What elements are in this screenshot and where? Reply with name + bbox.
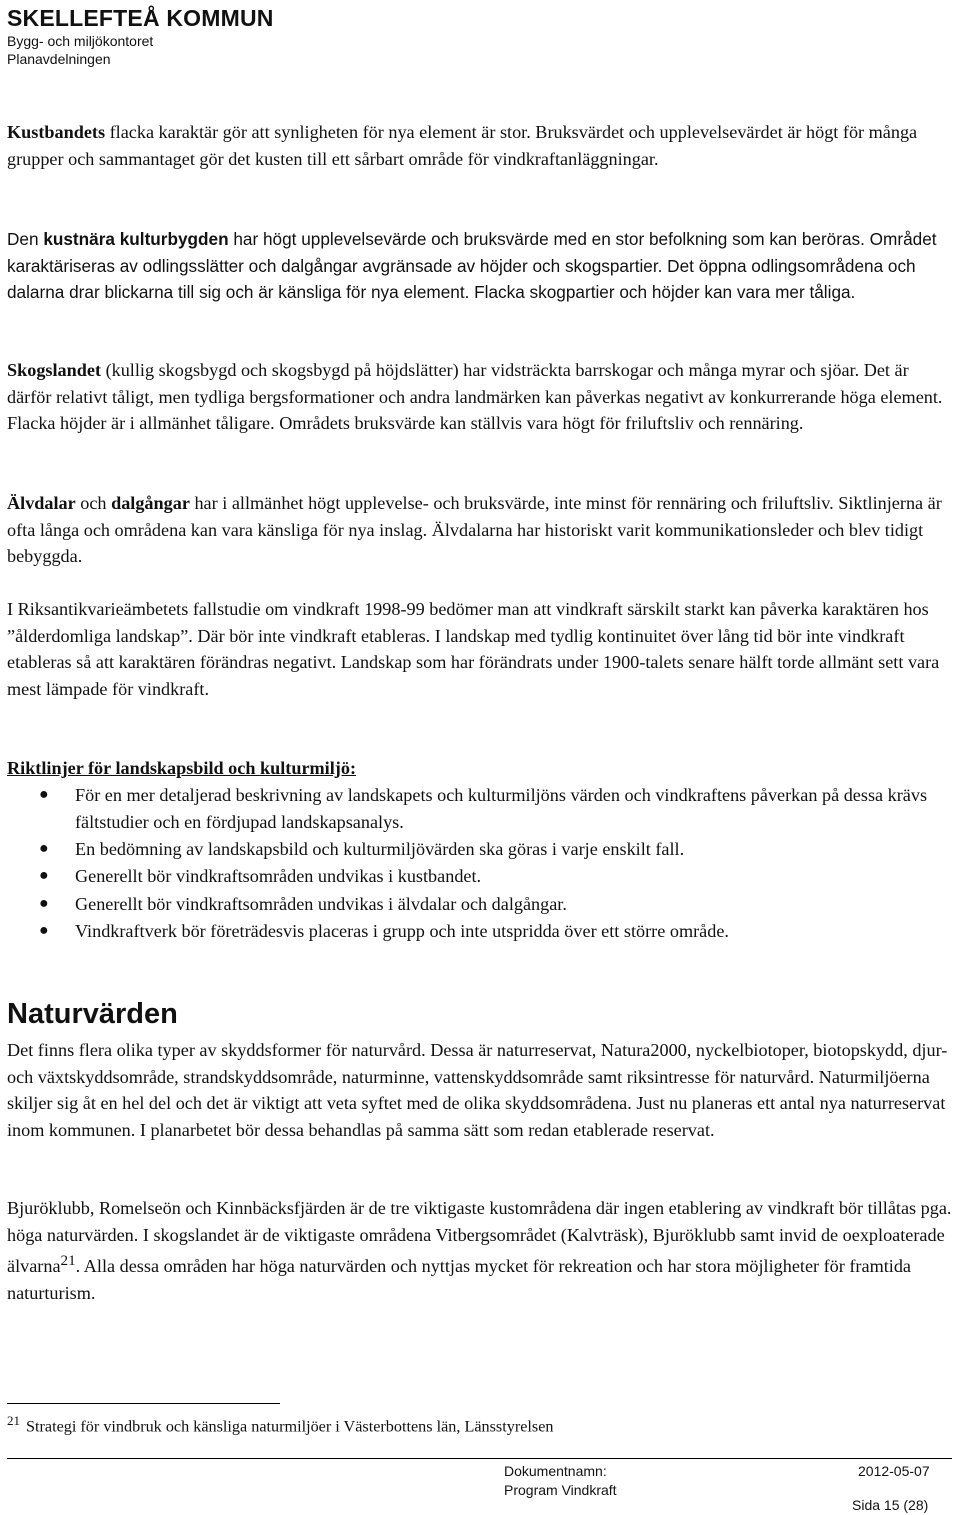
paragraph-text: flacka karaktär gör att synligheten för nya element är stor. Bruksvärdet och upplevelsevärdet är högt för många grupper och sammantaget gör det kusten till ett sårbart område för vindkraftanläggningar. xyxy=(7,122,918,169)
bullet-icon: ● xyxy=(39,921,49,939)
bullet-icon: ● xyxy=(39,894,49,912)
paragraph-naturvarden-1: Det finns flera olika typer av skyddsformer för naturvård. Dessa är naturreservat, Natura2000, nyckelbiotoper, biotopskydd, djur- och växtskyddsområde, strandskyddsområde, naturminne, vattenskyddsområde samt riksintresse för naturvård. Naturmiljöerna skiljer sig åt en hel del och det är viktigt att veta syftet med de olika skyddsområdena. Just nu planeras ett antal nya naturreservat inom kommunen. I planarbetet bör dessa behandlas på samma sätt som redan etablerade reservat. xyxy=(7,1040,948,1140)
guidelines-heading: Riktlinjer för landskapsbild och kulturmiljö: xyxy=(7,758,356,778)
unit-name: Planavdelningen xyxy=(7,51,111,67)
term-dalgangar: dalgångar xyxy=(111,493,190,513)
bullet-icon: ● xyxy=(39,840,49,857)
list-item xyxy=(0,836,950,863)
list-item-text: Vindkraftverk bör företrädesvis placeras i grupp och inte utspridda över ett större område. xyxy=(75,920,729,941)
paragraph-text: har högt upplevelsevärde och bruksvärde med en stor befolkning som kan beröras. Området karaktäriseras av odlingsslätter och dalgångar avgränsade av höjder och skogspartier. Det öppna odlingsområdena och dalarna drar blickarna till sig och är känsliga för nya element. Flacka skogpartier och höjder kan vara mer tåliga. xyxy=(7,229,937,302)
paragraph-alvdalar xyxy=(7,490,957,570)
guidelines-list xyxy=(0,782,950,945)
footnote-number: 21 xyxy=(7,1413,20,1428)
paragraph-kustbandet xyxy=(7,119,957,172)
paragraph-kulturbygd xyxy=(7,226,957,306)
term-kustnara-kulturbygden: kustnära kulturbygden xyxy=(43,229,229,249)
paragraph-skogslandet xyxy=(7,357,957,437)
paragraph-text: Bjuröklubb, Romelseön och Kinnbäcksfjärden är de tre viktigaste kustområdena där ingen etablering av vindkraft bör tillåtas pga. höga naturvärden. I skogslandet är de viktigaste områdena Vitbergsområdet (Kalvträsk), Bjuröklubb samt invid de oexploaterade älvarna xyxy=(7,1198,952,1277)
footer-date: 2012-05-07 xyxy=(858,1463,930,1479)
term-alvdalar: Älvdalar xyxy=(7,493,76,513)
footer-doc-name: Program Vindkraft xyxy=(504,1482,617,1498)
paragraph-text: (kullig skogsbygd och skogsbygd på höjdslätter) har vidsträckta barrskogar och många myrar och sjöar. Det är därför relativt tåligt, men tydliga bergsformationer och andra landmärken kan påverkas negativt av konkurrerande höga element. Flacka höjder är i allmänhet tåligare. Områdets bruksvärde kan ställvis vara högt för friluftsliv och rennäring. xyxy=(7,360,943,433)
list-item-text: Generellt bör vindkraftsområden undvikas i älvdalar och dalgångar. xyxy=(75,893,567,914)
paragraph-naturvarden-2 xyxy=(7,1195,957,1306)
organization-name: SKELLEFTEÅ KOMMUN xyxy=(7,5,274,31)
footnote xyxy=(7,1410,553,1437)
paragraph-connector: och xyxy=(75,493,112,513)
department-name: Bygg- och miljökontoret xyxy=(7,33,154,49)
footer-page-number: Sida 15 (28) xyxy=(852,1497,929,1513)
footer-divider xyxy=(7,1458,952,1459)
term-kustbandets: Kustbandets xyxy=(7,122,106,142)
footnote-text: Strategi för vindbruk och känsliga naturmiljöer i Västerbottens län, Länsstyrelsen xyxy=(26,1417,554,1436)
list-item xyxy=(0,891,950,918)
list-item-text: Generellt bör vindkraftsområden undvikas i kustbandet. xyxy=(75,866,482,887)
paragraph-lead: Den xyxy=(7,229,44,249)
list-item xyxy=(0,918,950,945)
bullet-icon: ● xyxy=(39,867,49,885)
list-item-text: För en mer detaljerad beskrivning av landskapets och kulturmiljöns värden och vindkraftens påverkan på dessa krävs fältstudier och en fördjupad landskapsanalys. xyxy=(75,785,928,832)
list-item-text: En bedömning av landskapsbild och kulturmiljövärden ska göras i varje enskilt fall. xyxy=(75,839,685,859)
bullet-icon: ● xyxy=(39,786,49,803)
section-heading-naturvarden: Naturvärden xyxy=(7,998,178,1030)
term-skogslandet: Skogslandet xyxy=(7,360,102,380)
list-item xyxy=(0,863,950,890)
paragraph-riksantikvarie: I Riksantikvarieämbetets fallstudie om vindkraft 1998-99 bedömer man att vindkraft särskilt starkt kan påverka karaktären hos ”ålderdomliga landskap”. Där bör inte vindkraft etableras. I landskap med tydlig kontinuitet över lång tid bör inte vindkraft etableras så att karaktären förändras negativt. Landskap som har förändrats under 1900-talets senare hälft torde allmänt sett vara mest lämpade för vindkraft. xyxy=(7,599,940,699)
list-item xyxy=(0,782,950,835)
paragraph-text: . Alla dessa områden har höga naturvärden och nyttjas mycket för rekreation och har stora möjligheter för framtida naturturism. xyxy=(7,1256,911,1303)
footnote-divider xyxy=(7,1403,280,1404)
paragraph-text: har i allmänhet högt upplevelse- och bruksvärde, inte minst för rennäring och friluftsliv. Siktlinjerna är ofta långa och områdena kan vara känsliga för nya inslag. Älvdalarna har historiskt varit kommunikationsleder och blev tidigt bebyggda. xyxy=(7,493,942,566)
footnote-reference[interactable]: 21 xyxy=(60,1252,76,1269)
footer-doc-label: Dokumentnamn: xyxy=(504,1463,607,1479)
